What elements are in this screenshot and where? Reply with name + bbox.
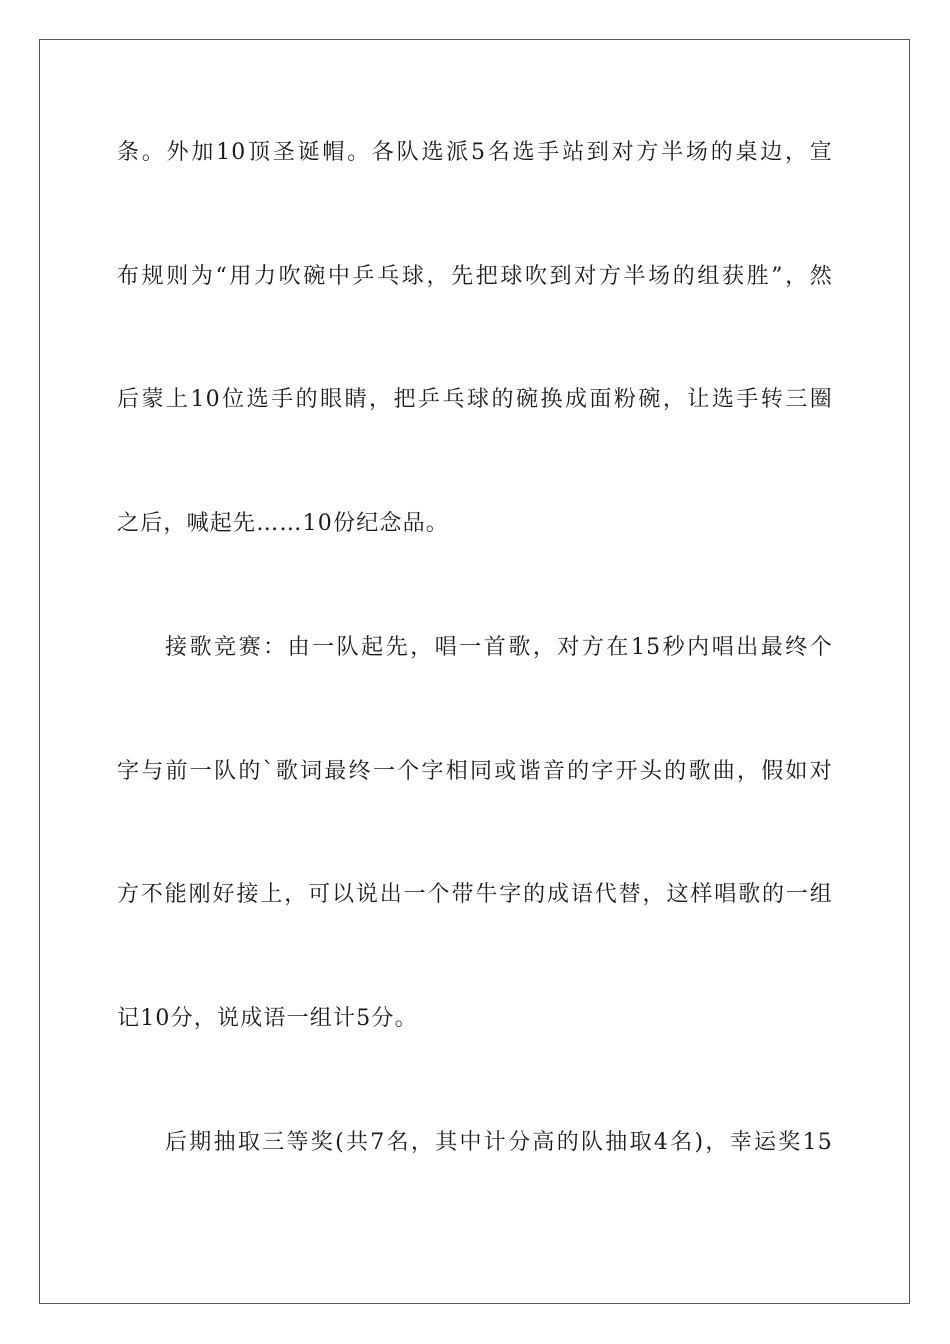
text-line-2: 布规则为“用力吹碗中乒乓球，先把球吹到对方半场的组获胜”，然 [117, 264, 833, 289]
text-line-3: 后蒙上10位选手的眼睛，把乒乓球的碗换成面粉碗，让选手转三圈 [117, 387, 833, 412]
text-line-5: 接歌竞赛：由一队起先，唱一首歌，对方在15秒内唱出最终个 [165, 635, 833, 660]
text-line-4: 之后，喊起先……10份纪念品。 [117, 511, 449, 536]
text-line-7: 方不能刚好接上，可以说出一个带牛字的成语代替，这样唱歌的一组 [117, 882, 833, 907]
text-line-1: 条。外加10顶圣诞帽。各队选派5名选手站到对方半场的桌边，宣 [117, 140, 833, 165]
text-line-6: 字与前一队的`歌词最终一个字相同或谐音的字开头的歌曲，假如对 [117, 759, 833, 784]
text-line-8: 记10分，说成语一组计5分。 [117, 1006, 418, 1031]
text-line-9: 后期抽取三等奖(共7名，其中计分高的队抽取4名)，幸运奖15 [165, 1130, 833, 1155]
page-border [39, 39, 910, 1304]
